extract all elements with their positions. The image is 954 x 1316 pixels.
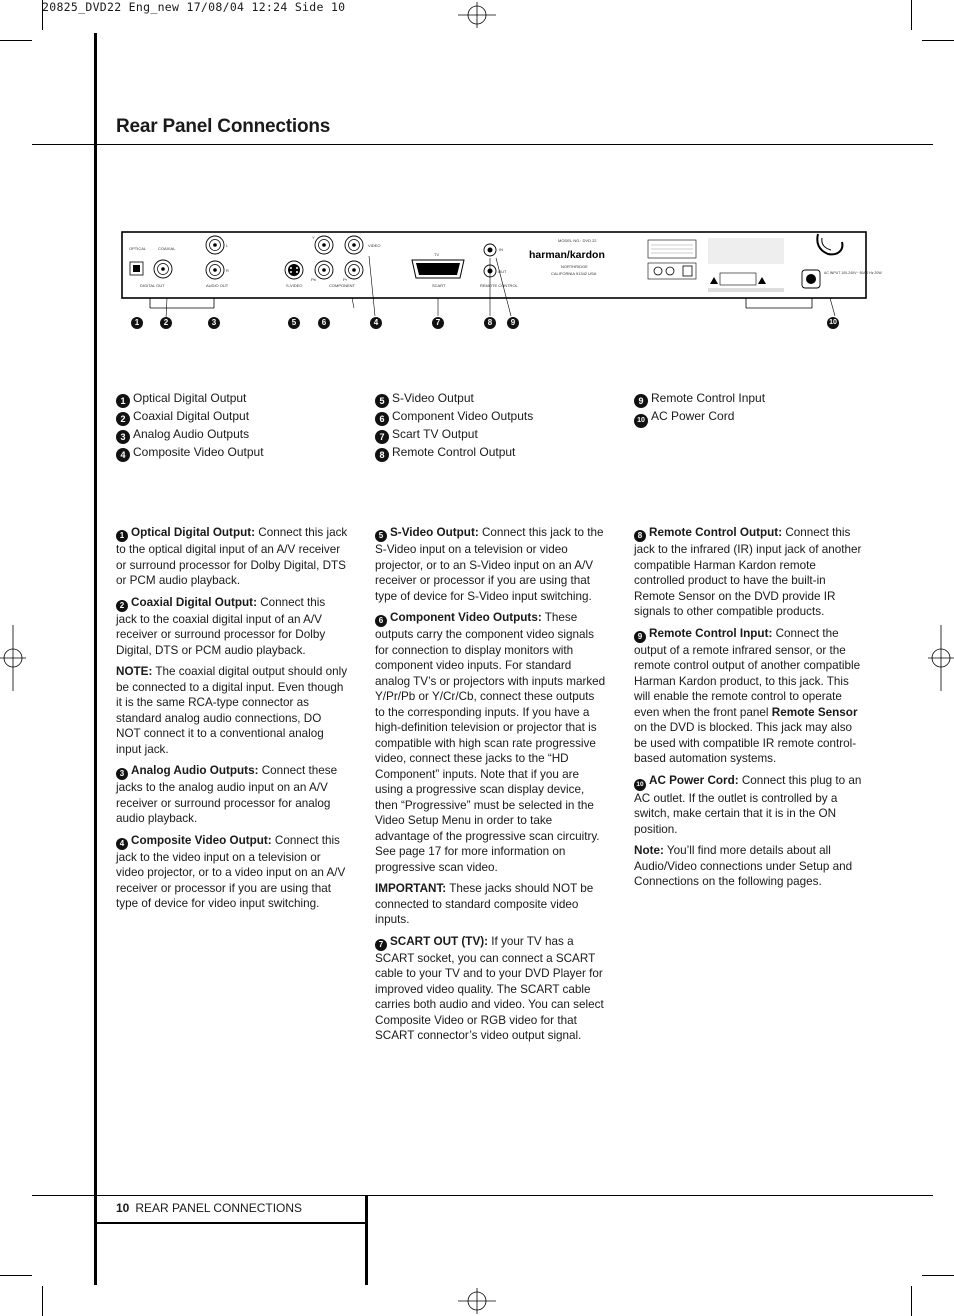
label-model: MODEL NO.: DVD 22 [558,238,597,243]
label-l: L [226,243,229,248]
label-in: IN [499,247,503,252]
callout-2: 2 [160,317,172,329]
paragraph-final-note: Note: You’ll find more details about all Audio/Video connections under Setup and Connections on the following pages. [634,844,853,888]
paragraph-coaxial: 2 Coaxial Digital Output: Connect this jack to the coaxial digital input of an A/V receiver or surround processor for Dolby Digital, DTS or PCM audio playback. [116,595,326,657]
callout-4: 4 [370,317,382,329]
paragraph-analog-audio: 3 Analog Audio Outputs: Connect these jacks to the analog audio input on an A/V receiver or surround processor for analog audio playback. [116,764,338,825]
callout-5: 5 [288,317,300,329]
paragraph-scart: 7 SCART OUT (TV): If your TV has a SCART socket, you can connect a SCART cable to your TV and to your DVD Player for improved video quality. The SCART cable carries both audio and video. You can select Composite Video or RGB video for that SCART connector’s video output signal. [375,934,604,1042]
label-y: Y [312,235,315,240]
page-title: Rear Panel Connections [116,116,331,137]
paragraph-s-video: 5 S-Video Output: Connect this jack to the S-Video input on a television or video projector, or to an S-Video input on an A/V receiver or processor if you are using that type of device for S-Video input switching. [375,526,604,603]
paragraph-composite-video: 4 Composite Video Output: Connect this jack to the video input on a television or video projector, or to a video input on an A/V receiver or processor if you are using that type of device for video input switching. [116,833,346,910]
legend-item: 4 Composite Video Output [116,444,264,462]
label-scart: SCART [432,283,446,288]
crop-mark [0,1275,32,1276]
label-audio-out: AUDIO OUT [206,283,229,288]
crop-mark [42,1286,43,1316]
legend-item: 1 Optical Digital Output [116,390,264,408]
legend-item: 10 AC Power Cord [634,408,765,428]
body-column-3 [634,525,866,896]
legend-item: 2 Coaxial Digital Output [116,408,264,426]
print-slug: 20825_DVD22 Eng_new 17/08/04 12:24 Side 10 [42,0,346,14]
label-digital-out: DIGITAL OUT [140,283,165,288]
label-optical: OPTICAL [129,246,147,251]
label-pr: Pr [343,277,347,282]
label-coaxial: COAXIAL [158,246,176,251]
paragraph-component-video: 6 Component Video Outputs: These outputs carry the component video signals for connection to display monitors with component video inputs. For standard analog TV’s or projectors with inputs marked Y/Pr/Pb or Y/Cr/Cb, connect these outputs to the corresponding inputs. If you have a high-definition television or projector that is compatible with high scan rate progressive video, connect these jacks to the “HD Component” inputs. Note that if you are using a progressive scan display device, then “Progressive” must be selected in the Video Setup Menu in order to take advantage of the progressive scan circuitry. See page 17 for more information on progressive scan video. [375,611,606,874]
label-r: R [226,268,229,273]
paragraph-note: NOTE: The coaxial digital output should only be connected to a digital input. Even though it is the same RCA-type connector as standard analog audio connections, DO NOT connect it to a conventional analog input jack. [116,665,348,756]
callout-9: 9 [507,317,519,329]
label-s-video: S-VIDEO [286,283,303,288]
callout-6: 6 [318,317,330,329]
label-remote-control: REMOTE CONTROL [480,283,518,288]
crop-mark [922,1275,954,1276]
paragraph-important: IMPORTANT: These jacks should NOT be connected to standard composite video inputs. [375,882,594,926]
legend-column-2 [375,390,533,462]
brand-logo: harman/kardon [529,249,605,261]
legend-column-1 [116,390,264,462]
registration-mark-icon [458,2,496,28]
label-pb: Pb [311,277,316,282]
footer-section: REAR PANEL CONNECTIONS [135,1201,303,1215]
paragraph-optical: 1 Optical Digital Output: Connect this jack to the optical digital input of an A/V receiver or surround processor for Dolby Digital, DTS or PCM audio playback. [116,526,348,587]
body-column-2 [375,525,607,1050]
registration-mark-icon [458,1288,496,1314]
label-out: OUT [498,269,507,274]
callout-8: 8 [484,317,496,329]
crop-mark [911,1286,912,1316]
title-rule [32,144,933,145]
label-video: VIDEO [368,243,381,248]
legend-item: 7 Scart TV Output [375,426,533,444]
crop-mark [0,40,32,41]
body-column-1 [116,525,348,918]
registration-mark-icon [928,625,954,691]
footer-underline [97,1222,366,1224]
label-state: CALIFORNIA 91342 USA [551,271,597,276]
paragraph-remote-output: 8 Remote Control Output: Connect this jack to the infrared (IR) input jack of another compatible Harman Kardon remote controlled product to have the built-in Remote Sensor on the DVD provide IR signals to other compatible products. [634,526,862,618]
legend-item: 8 Remote Control Output [375,444,533,462]
footer-rule [32,1195,933,1196]
label-component: COMPONENT [329,283,355,288]
label-city: NORTHRIDGE [561,264,588,269]
label-tv: TV [434,252,440,257]
legend-item: 6 Component Video Outputs [375,408,533,426]
callout-7: 7 [432,317,444,329]
footer-vertical-bar [365,1195,368,1285]
callout-3: 3 [208,317,220,329]
page-footer [116,1201,302,1215]
paragraph-ac-power: 10 AC Power Cord: Connect this plug to an AC outlet. If the outlet is controlled by a switch, make certain that it is in the ON position. [634,773,862,836]
legend-item: 3 Analog Audio Outputs [116,426,264,444]
registration-mark-icon [0,625,26,691]
legend-item: 5 S-Video Output [375,390,533,408]
legend-column-3 [634,390,765,428]
left-bar [94,33,97,1285]
paragraph-remote-input: 9 Remote Control Input: Connect the output of a remote infrared sensor, or the remote control output of another compatible Harman Kardon product, to this jack. This will enable the remote control to operate even when the front panel Remote Sensor on the DVD is blocked. This jack may also be used with compatible IR remote control-based automation systems. [634,626,861,765]
page-number: 10 [116,1201,130,1215]
label-ac-input: AC INPUT 100-240V~ 50/60 Hz 20W [824,271,882,275]
legend-item: 9 Remote Control Input [634,390,765,408]
callout-10: 10 [827,317,839,329]
crop-mark [911,0,912,30]
callout-1: 1 [131,317,143,329]
crop-mark [922,40,954,41]
